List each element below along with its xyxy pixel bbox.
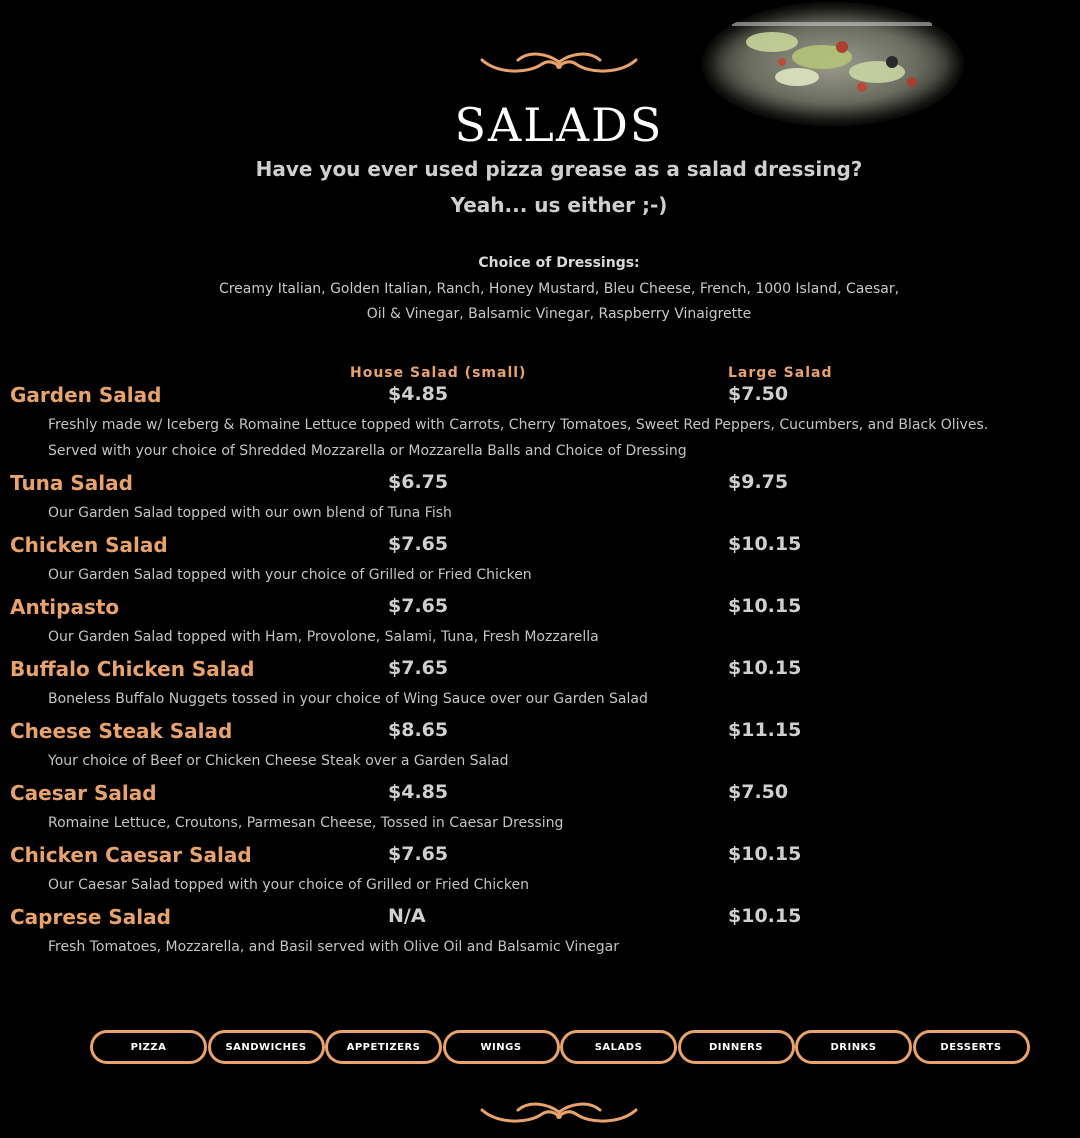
item-description: Your choice of Beef or Chicken Cheese Steak over a Garden Salad xyxy=(48,753,509,769)
nav-button-desserts[interactable]: DESSERTS xyxy=(913,1030,1030,1064)
item-name: Antipasto xyxy=(10,595,120,619)
price-small: $7.65 xyxy=(388,533,449,555)
menu-item xyxy=(0,592,1080,654)
item-description: Our Garden Salad topped with your choice of Grilled or Fried Chicken xyxy=(48,567,532,583)
ornamental-flourish-icon xyxy=(478,48,640,78)
price-small: $4.85 xyxy=(388,781,449,803)
item-description: Our Garden Salad topped with Ham, Provolone, Salami, Tuna, Fresh Mozzarella xyxy=(48,629,599,645)
menu-item xyxy=(0,530,1080,592)
column-header-small: House Salad (small) xyxy=(350,365,527,381)
price-large: $10.15 xyxy=(728,657,802,679)
item-description-line: Served with your choice of Shredded Mozzarella or Mozzarella Balls and Choice of Dressing xyxy=(48,443,687,459)
price-large: $10.15 xyxy=(728,595,802,617)
category-nav xyxy=(90,1030,1030,1066)
item-name: Tuna Salad xyxy=(10,471,133,495)
item-description: Fresh Tomatoes, Mozzarella, and Basil served with Olive Oil and Balsamic Vinegar xyxy=(48,939,619,955)
item-name: Buffalo Chicken Salad xyxy=(10,657,255,681)
item-description: Romaine Lettuce, Croutons, Parmesan Cheese, Tossed in Caesar Dressing xyxy=(48,815,564,831)
item-name: Garden Salad xyxy=(10,383,162,407)
menu-list xyxy=(0,380,1080,964)
item-name: Chicken Salad xyxy=(10,533,168,557)
price-small: $7.65 xyxy=(388,843,449,865)
price-small: $4.85 xyxy=(388,383,449,405)
item-description-line: Freshly made w/ Iceberg & Romaine Lettuce topped with Carrots, Cherry Tomatoes, Sweet Red Peppers, Cucumbers, and Black Olives. xyxy=(48,417,989,433)
menu-item xyxy=(0,902,1080,964)
ornamental-flourish-icon xyxy=(478,1098,640,1128)
price-large: $7.50 xyxy=(728,383,789,405)
menu-item xyxy=(0,468,1080,530)
menu-item xyxy=(0,380,1080,468)
item-name: Chicken Caesar Salad xyxy=(10,843,252,867)
tagline: Have you ever used pizza grease as a salad dressing? xyxy=(255,157,863,181)
price-large: $11.15 xyxy=(728,719,802,741)
price-small: $7.65 xyxy=(388,657,449,679)
nav-button-sandwiches[interactable]: SANDWICHES xyxy=(208,1030,325,1064)
nav-button-wings[interactable]: WINGS xyxy=(443,1030,560,1064)
price-small: $6.75 xyxy=(388,471,449,493)
item-description xyxy=(0,412,1080,468)
item-description: Our Garden Salad topped with our own blend of Tuna Fish xyxy=(48,505,452,521)
nav-button-drinks[interactable]: DRINKS xyxy=(795,1030,912,1064)
price-large: $10.15 xyxy=(728,533,802,555)
nav-button-dinners[interactable]: DINNERS xyxy=(678,1030,795,1064)
column-header-large: Large Salad xyxy=(728,365,833,381)
price-small: $8.65 xyxy=(388,719,449,741)
menu-item xyxy=(0,840,1080,902)
nav-button-salads[interactable]: SALADS xyxy=(560,1030,677,1064)
dressings-list: Creamy Italian, Golden Italian, Ranch, Honey Mustard, Bleu Cheese, French, 1000 Island, Caesar, xyxy=(218,281,900,297)
price-large: $9.75 xyxy=(728,471,789,493)
price-large: $10.15 xyxy=(728,843,802,865)
dressings-title: Choice of Dressings: xyxy=(478,255,640,271)
page-title: SALADS xyxy=(454,98,664,152)
item-name: Caesar Salad xyxy=(10,781,157,805)
price-small: $7.65 xyxy=(388,595,449,617)
dressings-list: Oil & Vinegar, Balsamic Vinegar, Raspberry Vinaigrette xyxy=(366,306,752,322)
price-small: N/A xyxy=(388,905,426,927)
price-large: $10.15 xyxy=(728,905,802,927)
menu-item xyxy=(0,716,1080,778)
item-description: Our Caesar Salad topped with your choice of Grilled or Fried Chicken xyxy=(48,877,529,893)
item-description: Boneless Buffalo Nuggets tossed in your choice of Wing Sauce over our Garden Salad xyxy=(48,691,648,707)
item-name: Cheese Steak Salad xyxy=(10,719,233,743)
nav-button-pizza[interactable]: PIZZA xyxy=(90,1030,207,1064)
menu-item xyxy=(0,778,1080,840)
price-large: $7.50 xyxy=(728,781,789,803)
nav-button-appetizers[interactable]: APPETIZERS xyxy=(325,1030,442,1064)
menu-item xyxy=(0,654,1080,716)
item-name: Caprese Salad xyxy=(10,905,171,929)
tagline: Yeah... us either ;-) xyxy=(450,193,668,217)
